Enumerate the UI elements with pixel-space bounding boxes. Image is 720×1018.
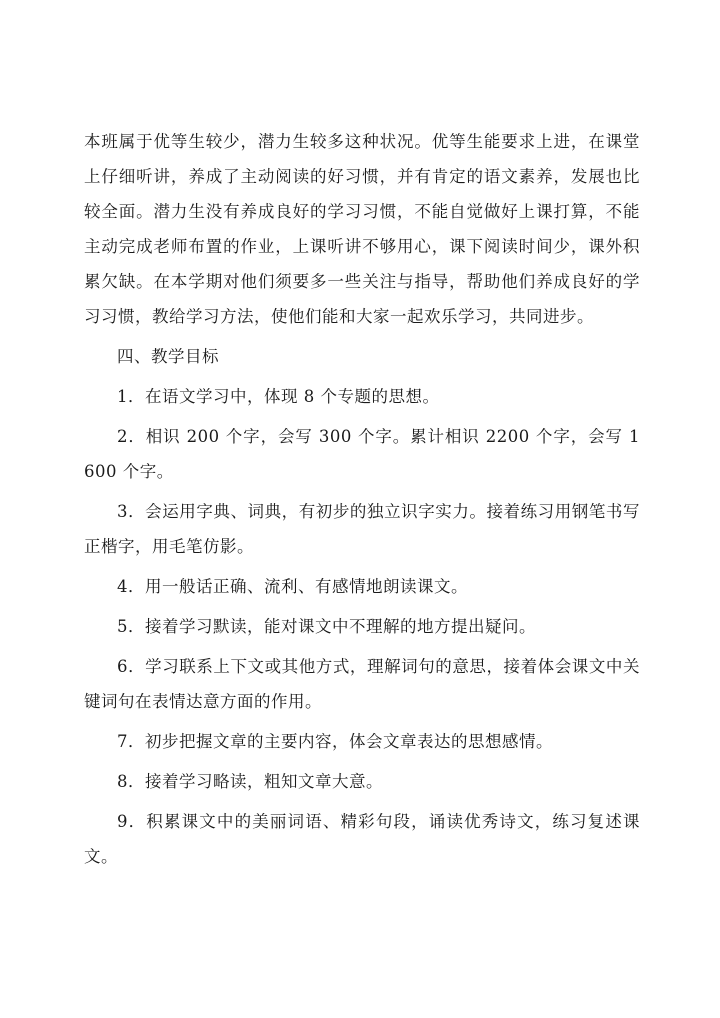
intro-paragraph: 本班属于优等生较少，潜力生较多这种状况。优等生能要求上进，在课堂上仔细听讲，养成了主动阅读的好习惯，并有肯定的语文素养，发展也比较全面。潜力生没有养成良好的学习习惯，不能自觉做好上课打算，不能主动完成老师布置的作业，上课听讲不够用心，课下阅读时间少，课外积累欠缺。在本学期对他们须要多一些关注与指导，帮助他们养成良好的学习习惯，教给学习方法，使他们能和大家一起欢乐学习，共同进步。 (84, 132, 640, 326)
goal-item: 1．在语文学习中，体现 8 个专题的思想。 (117, 387, 440, 406)
goal-item: 3．会运用字典、词典，有初步的独立识字实力。接着练习用钢笔书写正楷字，用毛笔仿影。 (84, 502, 640, 556)
section-heading: 四、教学目标 (117, 347, 219, 366)
goal-item: 2．相识 200 个字，会写 300 个字。累计相识 2200 个字，会写 1600 个字。 (84, 427, 640, 481)
goal-item: 5．接着学习默读，能对课文中不理解的地方提出疑问。 (117, 617, 536, 636)
goal-item: 7．初步把握文章的主要内容，体会文章表达的思想感情。 (117, 732, 553, 751)
goal-item: 9．积累课文中的美丽词语、精彩句段，诵读优秀诗文，练习复述课文。 (84, 812, 640, 866)
goal-item: 8．接着学习略读，粗知文章大意。 (117, 772, 383, 791)
goal-item: 4．用一般话正确、流利、有感情地朗读课文。 (117, 577, 468, 596)
goal-item: 6．学习联系上下文或其他方式，理解词句的意思，接着体会课文中关键词句在表情达意方面的作用。 (84, 657, 640, 711)
document-body (84, 124, 640, 874)
